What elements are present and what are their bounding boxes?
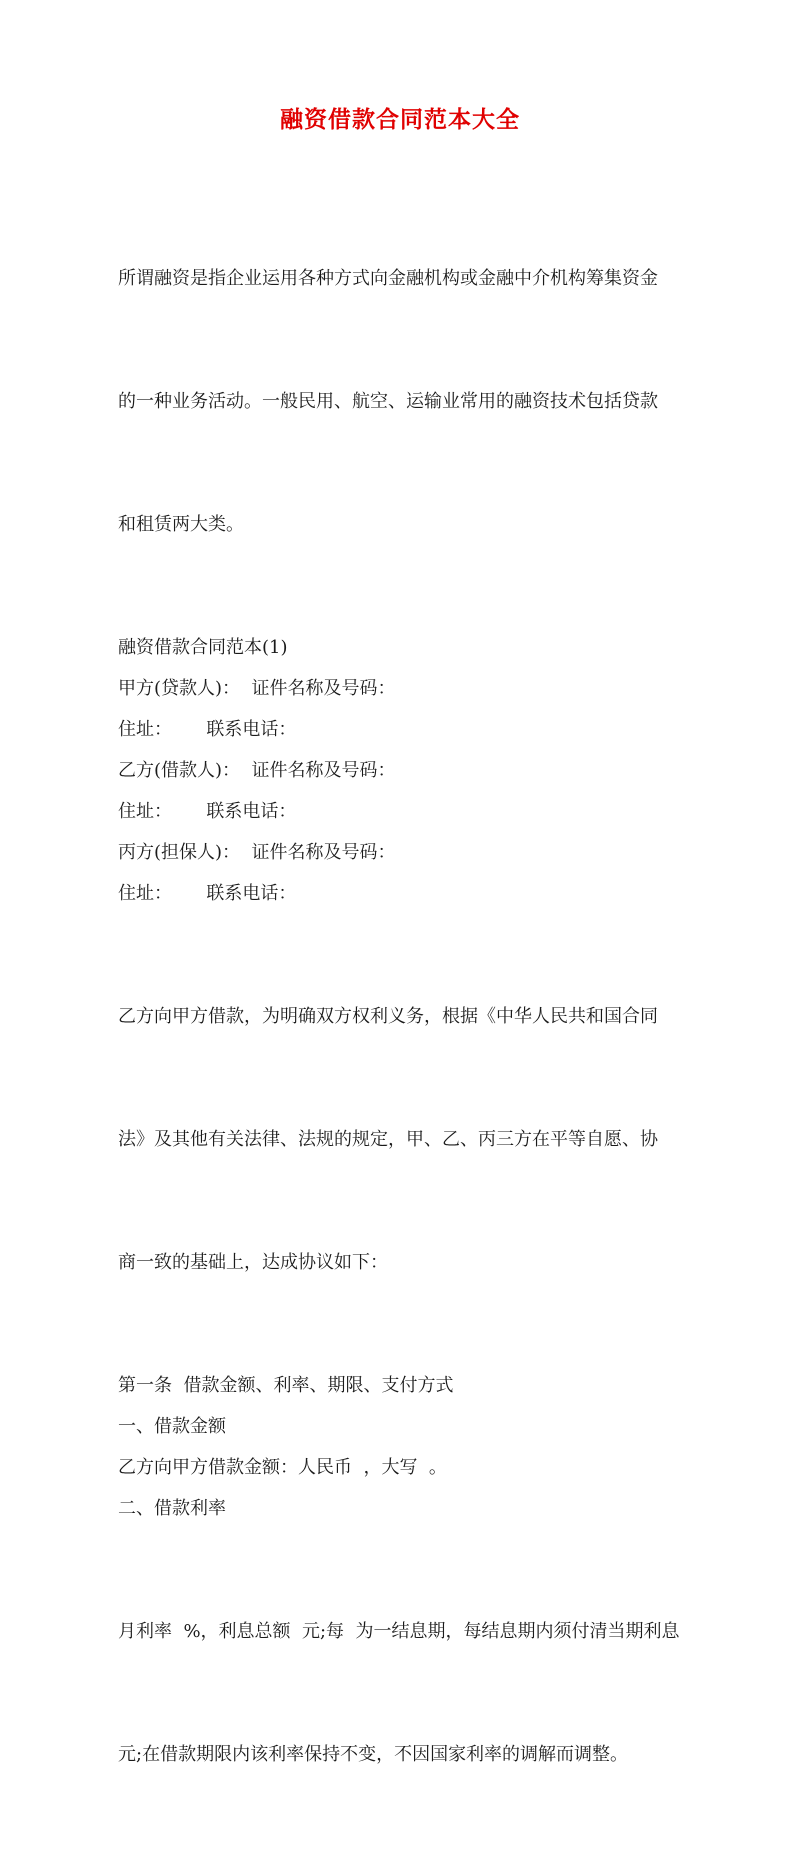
- item-2-line: 月利率 %，利息总额 元;每 为一结息期，每结息期内须付清当期利息: [118, 1621, 680, 1642]
- party-b-line: 乙方(借款人)： 证件名称及号码：: [118, 760, 396, 781]
- document-body: [118, 176, 692, 1857]
- item-1-heading: 一、借款金额: [118, 1416, 226, 1437]
- intro-paragraph: [118, 176, 692, 627]
- preamble-line: 商一致的基础上，达成协议如下：: [118, 1252, 388, 1273]
- item-2-line: 元;在借款期限内该利率保持不变，不因国家利率的调解而调整。: [118, 1744, 629, 1765]
- party-c-line: 丙方(担保人)： 证件名称及号码：: [118, 842, 396, 863]
- intro-line: 和租赁两大类。: [118, 514, 244, 535]
- preamble-paragraph: [118, 914, 692, 1365]
- document-title: 融资借款合同范本大全: [280, 106, 520, 133]
- section-heading: 融资借款合同范本(1): [118, 637, 288, 658]
- item-1-text: 乙方向甲方借款金额：人民币 ，大写 。: [118, 1457, 447, 1478]
- preamble-line: 法》及其他有关法律、法规的规定，甲、乙、丙三方在平等自愿、协: [118, 1129, 658, 1150]
- party-a-address-line: 住址： 联系电话：: [118, 719, 297, 740]
- item-2-heading: 二、借款利率: [118, 1498, 226, 1519]
- party-a-line: 甲方(贷款人)： 证件名称及号码：: [118, 678, 396, 699]
- intro-line: 的一种业务活动。一般民用、航空、运输业常用的融资技术包括贷款: [118, 391, 658, 412]
- intro-line: 所谓融资是指企业运用各种方式向金融机构或金融中介机构筹集资金: [118, 268, 658, 289]
- item-2-paragraph: [118, 1529, 692, 1857]
- preamble-line: 乙方向甲方借款，为明确双方权利义务，根据《中华人民共和国合同: [118, 1006, 658, 1027]
- article-1-heading: 第一条 借款金额、利率、期限、支付方式: [118, 1375, 454, 1396]
- party-b-address-line: 住址： 联系电话：: [118, 801, 297, 822]
- party-c-address-line: 住址： 联系电话：: [118, 883, 297, 904]
